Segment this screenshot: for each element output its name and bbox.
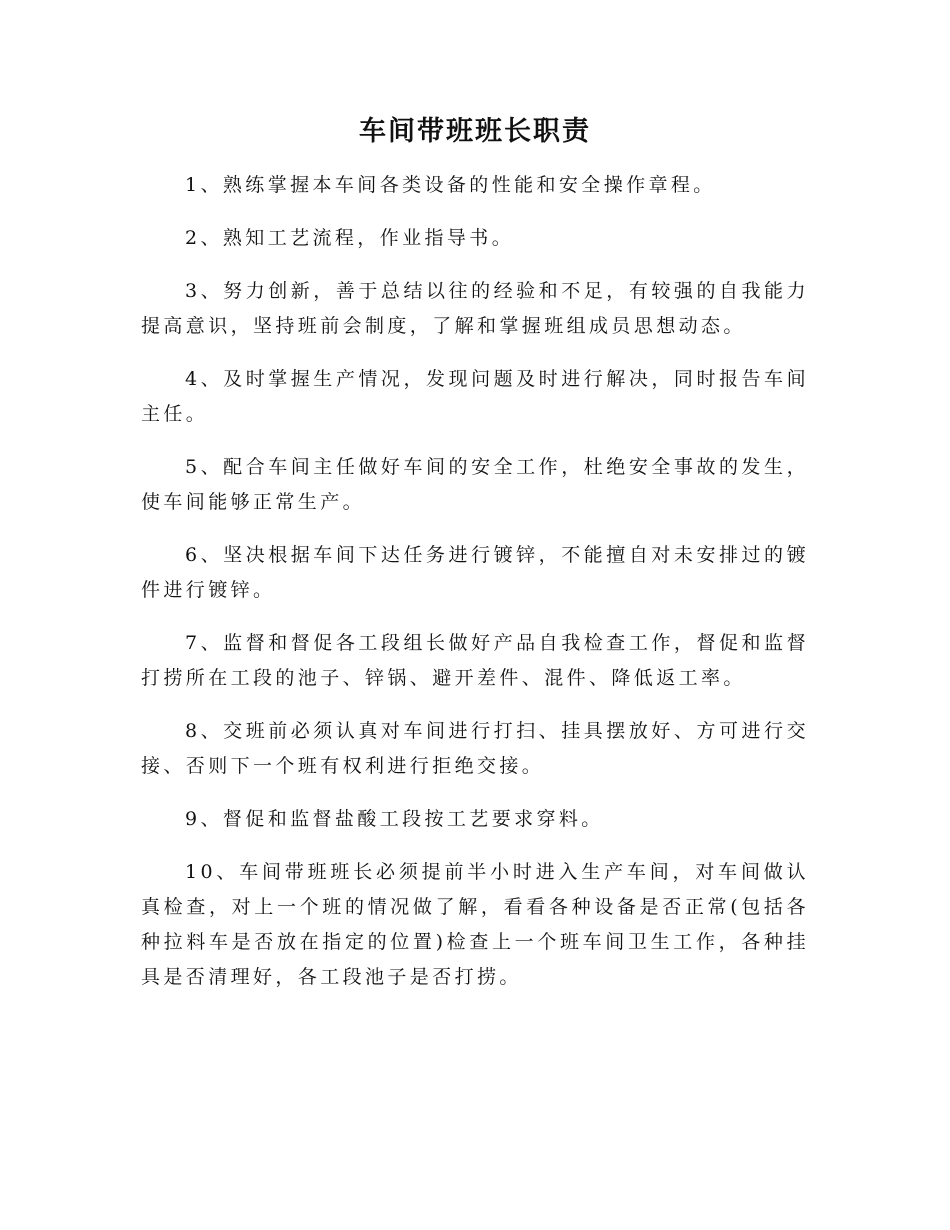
- paragraph-9: 9、督促和监督盐酸工段按工艺要求穿料。: [185, 808, 604, 830]
- paragraph-5: 5、配合车间主任做好车间的安全工作，杜绝安全事故的发生，使车间能够正常生产。: [141, 456, 809, 513]
- paragraph-2: 2、熟知工艺流程，作业指导书。: [185, 227, 515, 249]
- paragraph-6: 6、坚决根据车间下达任务进行镀锌，不能擅自对未安排过的镀件进行镀锌。: [141, 544, 809, 601]
- paragraph-8: 8、交班前必须认真对车间进行打扫、挂具摆放好、方可进行交接、否则下一个班有权利进行拒绝交接。: [141, 720, 809, 777]
- paragraph-3: 3、努力创新，善于总结以往的经验和不足，有较强的自我能力提高意识，坚持班前会制度，了解和掌握班组成员思想动态。: [141, 280, 809, 337]
- paragraph-1: 1、熟练掌握本车间各类设备的性能和安全操作章程。: [185, 174, 716, 196]
- document-body: [141, 168, 809, 1013]
- document-title: 车间带班班长职责: [359, 116, 591, 147]
- paragraph-4: 4、及时掌握生产情况，发现问题及时进行解决，同时报告车间主任。: [141, 368, 809, 425]
- paragraph-7: 7、监督和督促各工段组长做好产品自我检查工作，督促和监督打捞所在工段的池子、锌锅、避开差件、混件、降低返工率。: [141, 632, 809, 689]
- paragraph-10: 10、车间带班班长必须提前半小时进入生产车间，对车间做认真检查，对上一个班的情况做了解，看看各种设备是否正常(包括各种拉料车是否放在指定的位置)检查上一个班车间卫生工作，各种挂具是否清理好，各工段池子是否打捞。: [141, 861, 809, 988]
